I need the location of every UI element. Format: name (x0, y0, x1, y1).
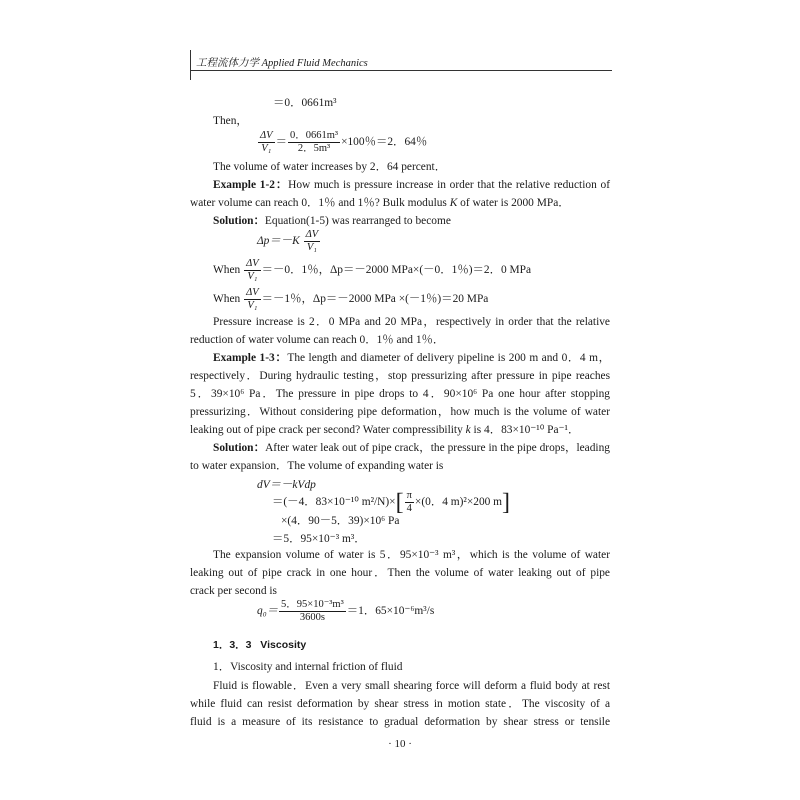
paragraph-expansion-line1: The expansion volume of water is 5．95×10⁻³ m³，which is the volume of water (213, 549, 610, 561)
fraction-dv-v1: $\frac{\Delta V}{\text{V₁}}$ (305, 229, 319, 253)
fraction-dv-v1: $\frac{\Delta V}{\text{V₁}}$ (246, 287, 259, 311)
fraction-dv-v1: $\frac{\Delta V}{\text{V₁}}$ (260, 130, 273, 154)
solution-1-3-line2: to water expansion．The volume of expanding water is (190, 460, 444, 472)
fraction-pi-over-4: $\frac{\pi}{4}$ (406, 490, 412, 514)
solution-1-2: Solution：Equation(1-5) was rearranged to become (213, 215, 451, 227)
paragraph-fluid-line3: fluid is a measure of its resistance to gradual deformation by shear stress or tensile (190, 716, 610, 728)
when-case-0-1-percent: When $\frac{\Delta V}{\text{V₁}}$ ＝－0．1％，Δp＝－2000 MPa×(－0．1％)＝2．0 MPa (213, 258, 532, 282)
paragraph-fluid-line2: while fluid can resist deformation by shear stress in motion state．The viscosity of a (190, 698, 610, 710)
paragraph-volume-increase: The volume of water increases by 2．64 percent． (213, 161, 447, 173)
equation-dv-result: ＝5．95×10⁻³ m³． (272, 533, 366, 545)
subsection-heading: 1．Viscosity and internal friction of fluid (213, 661, 403, 673)
solution-1-3-line1: Solution：After water leak out of pipe crack，the pressure in the pipe drops，leading (213, 442, 610, 454)
paragraph-expansion-line3: crack per second is (190, 585, 277, 597)
when-case-1-percent: When $\frac{\Delta V}{\text{V₁}}$ ＝－1％，Δp＝－2000 MPa ×(－1％)＝20 MPa (213, 287, 489, 311)
paragraph-pressure-line1: Pressure increase is 2．0 MPa and 20 MPa，respectively in order that the relative (213, 316, 610, 328)
example-1-2-line2: water volume can reach 0．1％ and 1％? Bulk modulus K of water is 2000 MPa． (190, 197, 570, 209)
example-1-3-line1: Example 1-3：The length and diameter of delivery pipeline is 200 m and 0．4 m， (213, 352, 610, 364)
equation-dv-substitution: ＝(－4．83×10⁻¹⁰ m²/N)×[ $\frac{\pi}{4}$ ×(0．4 m)²×200 m] (272, 489, 511, 516)
fraction-dv-v1: $\frac{\Delta V}{\text{V₁}}$ (246, 258, 259, 282)
then-label: Then， (213, 115, 248, 127)
paragraph-pressure-line2: reduction of water volume can reach 0．1％ and 1％． (190, 334, 445, 346)
left-bracket: [ (395, 489, 404, 516)
section-heading: 1．3．3 Viscosity (213, 639, 307, 651)
equation-dv-pressure-term: ×(4．90－5．39)×10⁶ Pa (281, 515, 400, 527)
example-1-3-line2: respectively．During hydraulic testing，stop pressurizing after pressure in pipe reaches (190, 370, 610, 382)
paragraph-expansion-line2: leaking out of pipe crack in one hour．Then the volume of water leaking out of pipe (190, 567, 610, 579)
equation-volume-result: ＝0．0661m³ (273, 97, 337, 109)
example-1-3-line5: leaking out of pipe crack per second? Water compressibility k is 4．83×10⁻¹⁰ Pa⁻¹． (190, 424, 580, 436)
right-bracket: ] (502, 489, 511, 516)
fraction-volume-values: $\frac{\text{0．0661m³}}{\text{2．5m³}}$ (289, 130, 339, 154)
equation-pressure-change: Δp＝－K $\frac{\Delta V}{\text{V₁}}$ (257, 229, 319, 253)
example-1-3-line3: 5．39×10⁶ Pa．The pressure in pipe drops to 4．90×10⁶ Pa one hour after stopping (190, 388, 610, 400)
fraction-leak-rate: $\frac{\text{5．95×10⁻³m³}}{3600s}$ (281, 599, 344, 623)
page-number: · 10 · (388, 738, 412, 750)
header-horizontal-rule (190, 70, 612, 71)
header-vertical-rule (190, 50, 191, 80)
equation-relative-volume: $\frac{\Delta V}{\text{V₁}}$ ＝ $\frac{\text{0．0661m³}}{\text{2．5m³}}$ ×100％＝2．64％ (260, 130, 428, 154)
equation-leak-rate: q₀＝ $\frac{\text{5．95×10⁻³m³}}{3600s}$ ＝1．65×10⁻⁶m³/s (257, 599, 435, 623)
running-header: 工程流体力学 Applied Fluid Mechanics (196, 58, 368, 69)
paragraph-fluid-line1: Fluid is flowable．Even a very small shearing force will deform a fluid body at rest (213, 680, 610, 692)
example-1-3-line4: pressurizing．Without considering pipe deformation，how much is the volume of water (190, 406, 610, 418)
example-1-2-line1: Example 1-2：How much is pressure increase in order that the relative reduction of (213, 179, 610, 191)
equation-dv: dV＝－kVdp (257, 479, 316, 491)
